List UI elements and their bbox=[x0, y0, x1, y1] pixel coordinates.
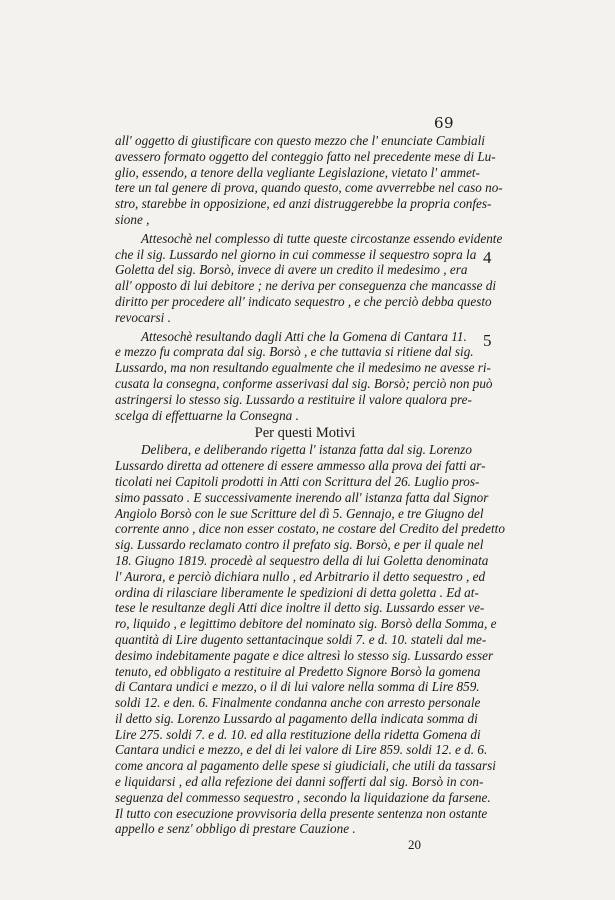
text-line: Lussardo, ma non resultando egualmente che il medesimo ne avesse ri- bbox=[115, 360, 491, 376]
text-line: che il sig. Lussardo nel giorno in cui commesse il sequestro sopra la bbox=[115, 246, 477, 262]
text-line: Goletta del sig. Borsò, invece di avere un credito il medesimo , era bbox=[115, 262, 468, 278]
text-line: stro, starebbe in opposizione, ed anzi distruggerebbe la propria confes- bbox=[115, 196, 492, 212]
margin-note-5: 5 bbox=[483, 331, 492, 350]
text-line: seguenza del commesso sequestro , secondo la liquidazione da farsene. bbox=[115, 789, 491, 805]
text-line: simo passato . E successivamente inerendo all' istanza fatta dal Signor bbox=[115, 489, 489, 505]
text-line: all' opposto di lui debitore ; ne deriva per conseguenza che mancasse di bbox=[115, 278, 497, 294]
text-line: tere un tal genere di prova, quando questo, come avverrebbe nel caso no- bbox=[115, 180, 503, 196]
margin-note-4: 4 bbox=[483, 248, 492, 267]
text-line: e mezzo fu comprata dal sig. Borsò , e che tuttavia si ritiene dal sig. bbox=[115, 344, 474, 360]
text-line: Cantara undici e mezzo, e del di lei valore di Lire 859. soldi 12. e d. 6. bbox=[115, 742, 488, 758]
text-line: desimo indebitamente pagate e dice altresì lo stesso sig. Lussardo esser bbox=[115, 647, 494, 663]
page-number: 69 bbox=[434, 114, 455, 132]
text-line: di Cantara undici e mezzo, o il di lui valore nella somma di Lire 859. bbox=[115, 679, 480, 695]
paragraph-3 bbox=[115, 329, 495, 424]
decision-paragraph bbox=[115, 442, 505, 837]
text-line: appello e senz' obbligo di prestare Cauzione . bbox=[115, 821, 356, 837]
paragraph-2 bbox=[115, 230, 503, 326]
text-line: Il tutto con esecuzione provvisoria della presente sentenza non ostante bbox=[115, 805, 488, 821]
text-line: ordina di rilasciare liberamente le spedizioni di detta goletta . Ed at- bbox=[115, 584, 479, 600]
signature-mark: 20 bbox=[408, 837, 421, 852]
text-line: il detto sig. Lorenzo Lussardo al pagamento della indicata somma di bbox=[115, 710, 478, 726]
text-line: corrente anno , dice non esser costato, ne costare del Credito del predetto bbox=[115, 521, 505, 537]
text-line: all' oggetto di giustificare con questo mezzo che l' enunciate Cambiali bbox=[115, 133, 485, 148]
text-line: Lire 275. soldi 7. e d. 10. ed alla restituzione della ridetta Gomena di bbox=[115, 726, 481, 742]
text-line: sig. Lussardo reclamato contro il prefato sig. Borsò, e per il quale nel bbox=[115, 537, 484, 553]
text-line: Delibera, e deliberando rigetta l' istanza fatta dal sig. Lorenzo bbox=[141, 442, 472, 458]
text-line: diritto per procedere all' indicato sequestro , e che perciò debba questo bbox=[115, 293, 492, 309]
text-line: astringersi lo stesso sig. Lussardo a restituire il valore qualora pre- bbox=[115, 391, 472, 407]
text-line: come ancora al pagamento delle spese si giudiciali, che utili da tassarsi bbox=[115, 758, 496, 774]
text-line: Angiolo Borsò con le sue Scritture del dì 5. Gennajo, e tre Giugno del bbox=[115, 505, 484, 521]
text-line: revocarsi . bbox=[115, 309, 171, 325]
text-line: Attesochè resultando dagli Atti che la Gomena di Cantara 11. bbox=[141, 328, 467, 344]
text-line: tenuto, ed obbligato a restituire al Predetto Signore Borsò la gomena bbox=[115, 663, 481, 679]
text-line: avessero formato oggetto del conteggio fatto nel precedente mese di Lu- bbox=[115, 148, 496, 164]
document-body bbox=[115, 133, 505, 837]
text-line: quantità di Lire dugento settantacinque soldi 7. e d. 10. stateli dal me- bbox=[115, 631, 487, 647]
text-line: sione , bbox=[115, 211, 150, 227]
paragraph-1 bbox=[115, 133, 503, 228]
text-line: glio, essendo, a tenore della vegliante Legislazione, vietato l' ammet- bbox=[115, 164, 480, 180]
text-line: soldi 12. e den. 6. Finalmente condanna anche con arresto personale bbox=[115, 695, 481, 711]
text-line: e liquidarsi , ed alla refezione dei danni sofferti dal sig. Borsò in con- bbox=[115, 774, 484, 790]
text-line: Lussardo diretta ad ottenere di essere ammesso alla prova dei fatti ar- bbox=[115, 458, 486, 474]
text-line: cusata la consegna, conforme asserivasi dal sig. Borsò; perciò non può bbox=[115, 375, 493, 391]
text-line: 18. Giugno 1819. procedè al sequestro della di lui Goletta denominata bbox=[115, 552, 489, 568]
text-line: ticolati nei Capitoli prodotti in Atti con Scrittura del 26. Luglio pros- bbox=[115, 473, 480, 489]
text-line: Attesochè nel complesso di tutte queste circostanze essendo evidente bbox=[141, 230, 503, 246]
text-line: l' Aurora, e perciò dichiara nullo , ed Arbitrario il detto sequestro , ed bbox=[115, 568, 486, 584]
text-line: ro, liquido , e legittimo debitore del nominato sig. Borsò della Somma, e bbox=[115, 616, 497, 632]
text-line: tese le resultanze degli Atti dice inoltre il detto sig. Lussardo esser ve- bbox=[115, 600, 485, 616]
section-heading: Per questi Motivi bbox=[254, 425, 356, 442]
text-line: scelga di effettuarne la Consegna . bbox=[115, 407, 299, 423]
